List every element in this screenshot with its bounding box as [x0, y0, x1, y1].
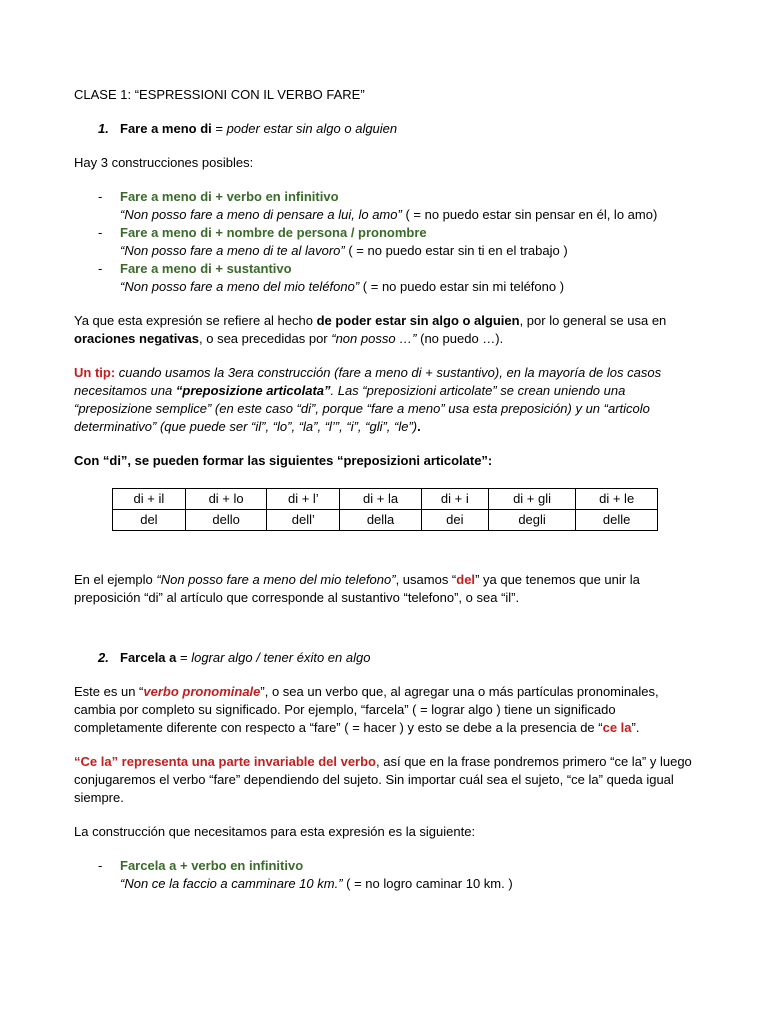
table-cell: di + la [340, 489, 422, 510]
example-sentence: “Non ce la faccio a camminare 10 km.” [120, 876, 343, 891]
table-cell: dell’ [267, 510, 340, 531]
document-page [74, 86, 698, 909]
example-translation: ( = no logro caminar 10 km. ) [342, 876, 513, 891]
heading-expression: Farcela a [120, 650, 177, 665]
heading-equals: = [211, 121, 227, 136]
table-cell: di + l’ [267, 489, 340, 510]
section-number: 2. [98, 650, 109, 665]
tip-label: Un tip: [74, 365, 116, 380]
example-sentence: “Non posso fare a meno del mio teléfono” [120, 279, 360, 294]
paragraph-pronominale: Este es un “verbo pronominale”, o sea un verbo que, al agregar una o más partículas pronominales, cambia por completo su significado. Por ejemplo, “farcela” ( = lograr algo ) tiene un significado completamente diferente con respecto a “fare” ( = hacer ) y esto se debe a la presencia de “ce la”. [74, 684, 659, 735]
example-sentence: “Non posso fare a meno di te al lavoro” [120, 243, 345, 258]
paragraph-construction: La construcción que necesitamos para esta expresión es la siguiente: [74, 824, 476, 839]
table-intro: Con “di”, se pueden formar las siguientes “preposizioni articolate”: [74, 453, 493, 468]
dash-marker: - [98, 858, 103, 873]
example-translation: ( = no puedo estar sin pensar en él, lo amo) [401, 207, 658, 222]
list-item [74, 260, 698, 296]
paragraph-example: En el ejemplo “Non posso fare a meno del mio telefono”, usamos “del” ya que tenemos que unir la preposición “di” al artículo que corresponde al sustantivo “telefono”, o sea “il”. [74, 572, 640, 605]
construction-2-list [74, 857, 698, 893]
construction-rule: Farcela a + verbo en infinitivo [120, 858, 304, 873]
intro-text: Hay 3 construcciones posibles: [74, 155, 254, 170]
paragraph-usage: Ya que esta expresión se refiere al hecho de poder estar sin algo o alguien, por lo general se usa en oraciones negativas, o sea precedidas por “non posso …” (no puedo …). [74, 313, 667, 346]
paragraph-tip: Un tip: cuando usamos la 3era construcción (fare a meno di + sustantivo), en la mayoría de los casos necesitamos una “preposizione articolata”. Las “preposizioni articolate” se crean uniendo una “preposizione semplice” (en este caso “di”, porque “fare a meno” usa esta preposición) y un “articolo determinativo” (que puede ser “il”, “lo”, “la”, “l’”, “i”, “gli”, “le”). [74, 365, 662, 434]
construction-rule: Fare a meno di + sustantivo [120, 261, 292, 276]
table-cell: di + i [421, 489, 488, 510]
construction-rule: Fare a meno di + nombre de persona / pronombre [120, 225, 427, 240]
table-row [113, 510, 658, 531]
section-number: 1. [98, 121, 109, 136]
dash-marker: - [98, 261, 103, 276]
table-cell: delle [576, 510, 658, 531]
example-sentence: “Non posso fare a meno di pensare a lui, lo amo” [120, 207, 402, 222]
table-cell: della [340, 510, 422, 531]
list-item [74, 188, 698, 224]
heading-meaning: poder estar sin algo o alguien [226, 121, 398, 136]
dash-marker: - [98, 189, 103, 204]
table-cell: di + le [576, 489, 658, 510]
document-title: CLASE 1: “ESPRESSIONI CON IL VERBO FARE” [74, 87, 365, 102]
table-row [113, 489, 658, 510]
table-cell: dei [421, 510, 488, 531]
preposizioni-articolate-table [112, 488, 658, 531]
construction-rule: Fare a meno di + verbo en infinitivo [120, 189, 339, 204]
heading-meaning: lograr algo / tener éxito en algo [191, 650, 371, 665]
table-cell: di + il [113, 489, 186, 510]
heading-expression: Fare a meno di [120, 121, 212, 136]
example-translation: ( = no puedo estar sin mi teléfono ) [359, 279, 565, 294]
section-1-heading [74, 120, 698, 138]
table-cell: del [113, 510, 186, 531]
constructions-list [74, 188, 698, 296]
list-item [74, 857, 698, 893]
table-cell: dello [185, 510, 267, 531]
heading-equals: = [176, 650, 192, 665]
table-cell: di + lo [185, 489, 267, 510]
paragraph-ce-la: “Ce la” representa una parte invariable del verbo, así que en la frase pondremos primero “ce la” y luego conjugaremos el verbo “fare” dependiendo del sujeto. Sin importar cuál sea el sujeto, “ce la” queda igual siempre. [74, 754, 692, 805]
list-item [74, 224, 698, 260]
table-cell: degli [488, 510, 576, 531]
section-2-heading [74, 649, 698, 667]
dash-marker: - [98, 225, 103, 240]
table-cell: di + gli [488, 489, 576, 510]
example-translation: ( = no puedo estar sin ti en el trabajo ) [344, 243, 568, 258]
